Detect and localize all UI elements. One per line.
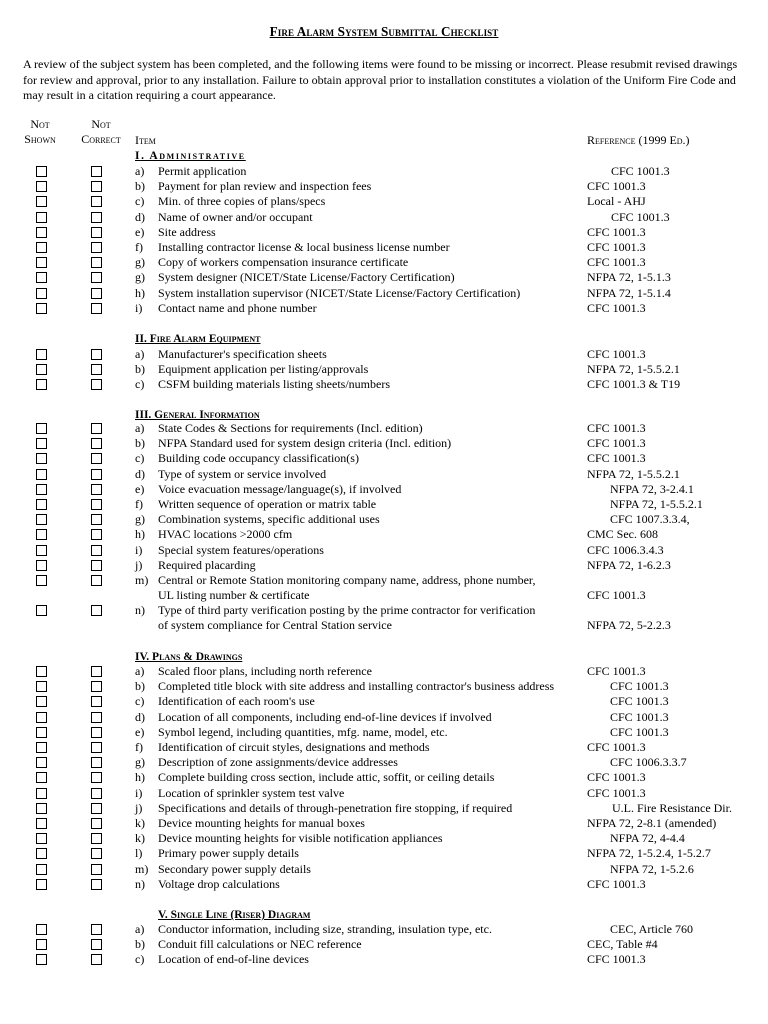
- item-reference: NFPA 72, 1-6.2.3: [587, 557, 671, 572]
- item-letter: a): [135, 421, 145, 435]
- checkbox-not-correct[interactable]: [91, 560, 102, 571]
- item-text: Copy of workers compensation insurance certificate: [158, 255, 409, 270]
- checkbox-not-correct[interactable]: [91, 181, 102, 192]
- item-text: CSFM building materials listing sheets/numbers: [158, 377, 390, 392]
- checkbox-not-correct[interactable]: [91, 833, 102, 844]
- item-text: Contact name and phone number: [158, 300, 317, 315]
- item-reference: CFC 1006.3.4.3: [587, 542, 664, 557]
- item-letter: c): [135, 694, 145, 709]
- item-text: Name of owner and/or occupant: [158, 209, 313, 224]
- checkbox-not-correct[interactable]: [91, 772, 102, 783]
- checkbox-not-correct[interactable]: [91, 438, 102, 449]
- item-letter: l): [135, 846, 143, 861]
- checkbox-not-correct[interactable]: [91, 545, 102, 556]
- item-letter: c): [135, 952, 145, 967]
- item-text: Voice evacuation message/language(s), if involved: [158, 481, 402, 496]
- item-letter: d): [135, 709, 145, 724]
- item-text: Building code occupancy classification(s): [158, 451, 359, 466]
- checkbox-not-correct[interactable]: [91, 469, 102, 480]
- checkbox-not-shown[interactable]: [36, 242, 47, 253]
- checkbox-not-correct[interactable]: [91, 242, 102, 253]
- item-letter: d): [135, 209, 145, 224]
- item-letter: c): [135, 451, 145, 466]
- item-reference: CFC 1001.3: [587, 224, 646, 239]
- item-letter: n): [135, 876, 145, 891]
- checkbox-not-correct[interactable]: [91, 803, 102, 814]
- item-reference: CFC 1001.3: [610, 709, 669, 724]
- item-text: Device mounting heights for manual boxes: [158, 816, 365, 830]
- item-text: HVAC locations >2000 cfm: [158, 527, 293, 542]
- checkbox-not-correct[interactable]: [91, 757, 102, 768]
- item-text: Identification of each room's use: [158, 694, 315, 709]
- item-text: Conductor information, including size, stranding, insulation type, etc.: [158, 922, 492, 936]
- checkbox-not-shown[interactable]: [36, 712, 47, 723]
- item-reference: NFPA 72, 2-8.1 (amended): [587, 816, 717, 830]
- item-text: Special system features/operations: [158, 542, 324, 557]
- checkbox-not-shown[interactable]: [36, 727, 47, 738]
- checkbox-not-correct[interactable]: [91, 288, 102, 299]
- item-reference: CFC 1001.3: [610, 679, 669, 694]
- item-reference: CFC 1001.3: [587, 255, 646, 270]
- checkbox-not-shown[interactable]: [36, 803, 47, 814]
- checkbox-not-shown[interactable]: [36, 379, 47, 390]
- item-reference: CFC 1001.3: [587, 436, 646, 451]
- item-text: Primary power supply details: [158, 846, 299, 861]
- item-letter: g): [135, 755, 145, 770]
- checkbox-not-correct[interactable]: [91, 364, 102, 375]
- checkbox-not-correct[interactable]: [91, 666, 102, 677]
- checkbox-not-shown[interactable]: [36, 181, 47, 192]
- item-letter: b): [135, 679, 145, 694]
- checkbox-not-shown[interactable]: [36, 681, 47, 692]
- item-reference: CFC 1006.3.3.7: [610, 755, 687, 770]
- checkbox-not-correct[interactable]: [91, 349, 102, 360]
- section-title-plans-drawings: IV. Plans & Drawings: [135, 651, 243, 663]
- column-header-reference: Reference (1999 Ed.): [587, 133, 690, 147]
- checkbox-not-correct[interactable]: [91, 166, 102, 177]
- checkbox-not-correct[interactable]: [91, 575, 102, 586]
- column-header-not-shown: Not Shown: [24, 117, 56, 146]
- column-header-item: Item: [135, 133, 156, 147]
- item-letter: f): [135, 497, 143, 511]
- item-reference: NFPA 72, 1-5.1.3: [587, 270, 671, 285]
- item-letter: f): [135, 740, 143, 754]
- item-text: Secondary power supply details: [158, 861, 311, 876]
- item-text: Completed title block with site address and installing contractor's business address: [158, 679, 555, 694]
- checkbox-not-shown[interactable]: [36, 484, 47, 495]
- checkbox-not-correct[interactable]: [91, 529, 102, 540]
- item-reference: CFC 1001.3: [611, 164, 670, 178]
- item-text: Conduit fill calculations or NEC reference: [158, 937, 362, 952]
- checkbox-not-shown[interactable]: [36, 575, 47, 586]
- item-text: Location of all components, including end-of-line devices if involved: [158, 709, 492, 724]
- item-text: Required placarding: [158, 557, 256, 572]
- item-letter: g): [135, 255, 145, 270]
- item-reference: CEC, Table #4: [587, 937, 658, 952]
- item-text: System installation supervisor (NICET/State License/Factory Certification): [158, 285, 521, 300]
- checkbox-not-shown[interactable]: [36, 954, 47, 965]
- checkbox-not-correct[interactable]: [91, 272, 102, 283]
- item-text: Location of sprinkler system test valve: [158, 785, 345, 800]
- checkbox-not-shown[interactable]: [36, 349, 47, 360]
- item-text: Equipment application per listing/approvals: [158, 362, 369, 377]
- item-text: Site address: [158, 224, 216, 239]
- item-letter: k): [135, 816, 145, 830]
- item-letter: b): [135, 937, 145, 952]
- checkbox-not-shown[interactable]: [36, 212, 47, 223]
- item-reference: Local - AHJ: [587, 194, 646, 209]
- section-title-fire-alarm-equipment: II. Fire Alarm Equipment: [135, 333, 261, 345]
- item-reference: CFC 1001.3: [587, 451, 646, 466]
- item-letter: e): [135, 724, 145, 739]
- checkbox-not-shown[interactable]: [36, 772, 47, 783]
- checkbox-not-shown[interactable]: [36, 529, 47, 540]
- item-text: Manufacturer's specification sheets: [158, 347, 327, 361]
- checkbox-not-shown[interactable]: [36, 879, 47, 890]
- checkbox-not-correct[interactable]: [91, 924, 102, 935]
- item-letter: a): [135, 922, 145, 936]
- item-text: Identification of circuit styles, designations and methods: [158, 740, 430, 754]
- checkbox-not-shown[interactable]: [36, 272, 47, 283]
- item-text: Permit application: [158, 164, 247, 178]
- checkbox-not-shown[interactable]: [36, 818, 47, 829]
- checkbox-not-shown[interactable]: [36, 469, 47, 480]
- checkbox-not-correct[interactable]: [91, 499, 102, 510]
- item-reference: CFC 1001.3: [610, 724, 669, 739]
- checkbox-not-shown[interactable]: [36, 864, 47, 875]
- checkbox-not-correct[interactable]: [91, 727, 102, 738]
- item-text: State Codes & Sections for requirements (Incl. edition): [158, 421, 423, 435]
- checkbox-not-correct[interactable]: [91, 939, 102, 950]
- item-reference: CFC 1001.3: [587, 240, 646, 254]
- item-letter: b): [135, 179, 145, 194]
- checkbox-not-shown[interactable]: [36, 288, 47, 299]
- item-reference: CFC 1001.3: [587, 179, 646, 194]
- item-letter: g): [135, 270, 145, 285]
- section-title-administrative: I. Administrative: [135, 150, 246, 162]
- item-text: Installing contractor license & local business license number: [158, 240, 450, 254]
- item-reference: CFC 1001.3: [587, 952, 646, 967]
- checkbox-not-correct[interactable]: [91, 696, 102, 707]
- checkbox-not-shown[interactable]: [36, 166, 47, 177]
- checkbox-not-correct[interactable]: [91, 453, 102, 464]
- item-text-continued: of system compliance for Central Station service: [158, 618, 392, 633]
- item-reference: NFPA 72, 5-2.2.3: [587, 618, 671, 633]
- item-letter: j): [135, 800, 143, 815]
- checkbox-not-shown[interactable]: [36, 303, 47, 314]
- checkbox-not-shown[interactable]: [36, 514, 47, 525]
- item-letter: a): [135, 164, 145, 178]
- item-reference: CFC 1001.3: [587, 740, 646, 754]
- item-text: System designer (NICET/State License/Factory Certification): [158, 270, 455, 285]
- item-reference: NFPA 72, 4-4.4: [610, 831, 685, 846]
- checkbox-not-shown[interactable]: [36, 833, 47, 844]
- intro-paragraph: A review of the subject system has been completed, and the following items were found to be missing or incorrect. Please resubmit revised drawings for review and approval, prior to any installation. Failure to obtain approval prior to installation constitutes a violation of the Uniform Fire Code and may result in a citation requiring a court appearance.: [23, 57, 738, 102]
- item-reference: NFPA 72, 1-5.5.2.1: [610, 497, 703, 511]
- checkbox-not-shown[interactable]: [36, 788, 47, 799]
- item-letter: c): [135, 194, 145, 209]
- checkbox-not-shown[interactable]: [36, 939, 47, 950]
- checkbox-not-correct[interactable]: [91, 227, 102, 238]
- item-reference: CFC 1001.3: [587, 664, 646, 678]
- item-reference: CFC 1007.3.3.4,: [610, 512, 690, 527]
- checkbox-not-correct[interactable]: [91, 742, 102, 753]
- item-reference: NFPA 72, 1-5.2.6: [610, 861, 694, 876]
- checkbox-not-correct[interactable]: [91, 605, 102, 616]
- item-letter: f): [135, 240, 143, 254]
- item-text: Complete building cross section, include attic, soffit, or ceiling details: [158, 770, 495, 785]
- item-reference: CFC 1001.3: [610, 694, 669, 709]
- item-text: Type of system or service involved: [158, 466, 327, 481]
- item-text: Specifications and details of through-penetration fire stopping, if required: [158, 800, 513, 815]
- item-text: Written sequence of operation or matrix table: [158, 497, 377, 511]
- item-text: NFPA Standard used for system design criteria (Incl. edition): [158, 436, 452, 451]
- item-reference: CFC 1001.3: [587, 421, 646, 435]
- item-reference: CFC 1001.3: [587, 876, 646, 891]
- item-reference: NFPA 72, 1-5.1.4: [587, 285, 671, 300]
- item-letter: b): [135, 362, 145, 377]
- checkbox-not-correct[interactable]: [91, 484, 102, 495]
- item-reference: CFC 1001.3: [587, 347, 646, 361]
- item-letter: h): [135, 285, 145, 300]
- checkbox-not-correct[interactable]: [91, 303, 102, 314]
- section-title-single-line-riser-diagram: V. Single Line (Riser) Diagram: [158, 909, 311, 921]
- checkbox-not-correct[interactable]: [91, 212, 102, 223]
- checkbox-not-shown[interactable]: [36, 227, 47, 238]
- checkbox-not-shown[interactable]: [36, 605, 47, 616]
- item-letter: n): [135, 603, 145, 618]
- checkbox-not-correct[interactable]: [91, 788, 102, 799]
- item-reference: CFC 1001.3: [611, 209, 670, 224]
- checkbox-not-shown[interactable]: [36, 196, 47, 207]
- page-title: Fire Alarm System Submittal Checklist: [269, 24, 499, 39]
- item-reference: CFC 1001.3: [587, 770, 646, 785]
- checkbox-not-shown[interactable]: [36, 438, 47, 449]
- checkbox-not-correct[interactable]: [91, 712, 102, 723]
- checkbox-not-correct[interactable]: [91, 257, 102, 268]
- item-letter: m): [135, 573, 149, 587]
- item-letter: d): [135, 466, 145, 481]
- checkbox-not-shown[interactable]: [36, 364, 47, 375]
- checkbox-not-shown[interactable]: [36, 757, 47, 768]
- checkbox-not-correct[interactable]: [91, 864, 102, 875]
- checkbox-not-shown[interactable]: [36, 453, 47, 464]
- item-reference: CFC 1001.3: [587, 300, 646, 315]
- checkbox-not-shown[interactable]: [36, 742, 47, 753]
- item-letter: c): [135, 377, 145, 392]
- item-reference: U.L. Fire Resistance Dir.: [612, 800, 732, 815]
- checkbox-not-correct[interactable]: [91, 514, 102, 525]
- item-letter: j): [135, 557, 143, 572]
- checkbox-not-shown[interactable]: [36, 545, 47, 556]
- checkbox-not-shown[interactable]: [36, 499, 47, 510]
- item-reference: NFPA 72, 3-2.4.1: [610, 481, 694, 496]
- item-text: Min. of three copies of plans/specs: [158, 194, 326, 209]
- item-letter: g): [135, 512, 145, 527]
- checkbox-not-shown[interactable]: [36, 257, 47, 268]
- item-reference: NFPA 72, 1-5.5.2.1: [587, 466, 680, 481]
- item-letter: a): [135, 347, 145, 361]
- item-text: Scaled floor plans, including north reference: [158, 664, 372, 678]
- item-text: Central or Remote Station monitoring company name, address, phone number,: [158, 573, 536, 587]
- checkbox-not-correct[interactable]: [91, 423, 102, 434]
- item-letter: i): [135, 542, 143, 557]
- item-text: Device mounting heights for visible notification appliances: [158, 831, 443, 846]
- item-text: Type of third party verification posting by the prime contractor for verification: [158, 603, 536, 618]
- checkbox-not-correct[interactable]: [91, 879, 102, 890]
- checkbox-not-shown[interactable]: [36, 560, 47, 571]
- checkbox-not-shown[interactable]: [36, 848, 47, 859]
- item-text: Payment for plan review and inspection fees: [158, 179, 372, 194]
- item-text: Voltage drop calculations: [158, 876, 280, 891]
- checkbox-not-shown[interactable]: [36, 696, 47, 707]
- item-letter: k): [135, 831, 145, 846]
- checkbox-not-correct[interactable]: [91, 818, 102, 829]
- checkbox-not-shown[interactable]: [36, 924, 47, 935]
- item-reference: CFC 1001.3 & T19: [587, 377, 681, 392]
- checkbox-not-shown[interactable]: [36, 423, 47, 434]
- item-text: Description of zone assignments/device addresses: [158, 755, 398, 770]
- item-letter: e): [135, 481, 145, 496]
- item-reference: CFC 1001.3: [587, 785, 646, 800]
- checkbox-not-correct[interactable]: [91, 379, 102, 390]
- section-title-general-information: III. General Information: [135, 409, 260, 421]
- item-letter: a): [135, 664, 145, 678]
- item-reference: CFC 1001.3: [587, 588, 646, 602]
- checkbox-not-shown[interactable]: [36, 666, 47, 677]
- item-letter: i): [135, 300, 143, 315]
- item-text: Symbol legend, including quantities, mfg. name, model, etc.: [158, 724, 448, 739]
- item-text: Combination systems, specific additional uses: [158, 512, 380, 527]
- checkbox-not-correct[interactable]: [91, 196, 102, 207]
- item-letter: h): [135, 527, 145, 542]
- item-reference: NFPA 72, 1-5.2.4, 1-5.2.7: [587, 846, 711, 861]
- checkbox-not-correct[interactable]: [91, 681, 102, 692]
- item-letter: b): [135, 436, 145, 451]
- item-reference: CMC Sec. 608: [587, 527, 659, 542]
- item-reference: NFPA 72, 1-5.5.2.1: [587, 362, 680, 377]
- item-text-continued: UL listing number & certificate: [158, 588, 310, 602]
- column-header-not-correct: Not Correct: [81, 117, 121, 146]
- item-text: Location of end-of-line devices: [158, 952, 309, 967]
- item-letter: e): [135, 224, 145, 239]
- checkbox-not-correct[interactable]: [91, 848, 102, 859]
- item-letter: m): [135, 861, 149, 876]
- checkbox-not-correct[interactable]: [91, 954, 102, 965]
- item-reference: CEC, Article 760: [610, 922, 693, 936]
- item-letter: i): [135, 785, 143, 800]
- item-letter: h): [135, 770, 145, 785]
